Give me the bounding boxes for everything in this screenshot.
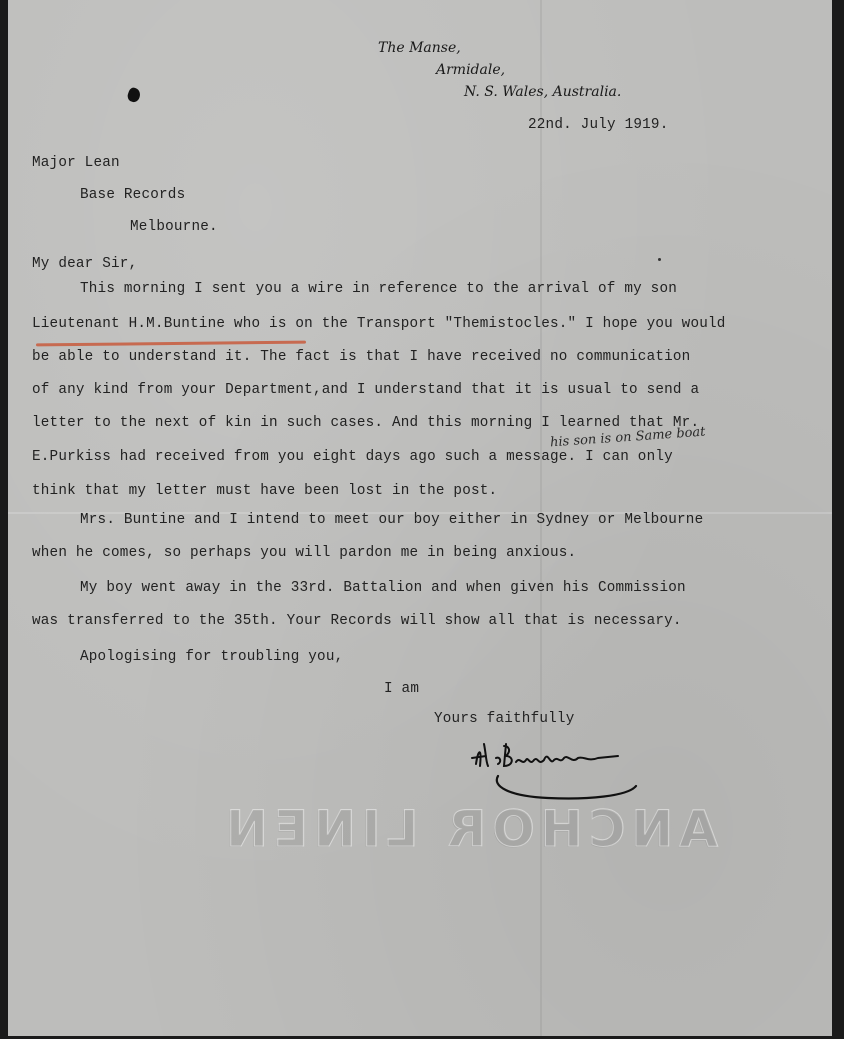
recipient-name: Major Lean: [32, 155, 120, 171]
body-line: Apologising for troubling you,: [80, 649, 344, 665]
letterhead-line-1: The Manse,: [378, 40, 461, 56]
red-pencil-underline: [36, 341, 306, 347]
body-line: Mrs. Buntine and I intend to meet our boy either in Sydney or Melbourne: [80, 512, 704, 528]
ink-blot: [126, 86, 142, 103]
letterhead-line-3: N. S. Wales, Australia.: [464, 84, 622, 100]
letter-date: 22nd. July 1919.: [528, 117, 669, 133]
body-line: My boy went away in the 33rd. Battalion and when given his Commission: [80, 580, 686, 596]
recipient-line-2: Base Records: [80, 187, 186, 203]
handwritten-insert: his son is on Same boat: [549, 424, 706, 451]
body-line: when he comes, so perhaps you will pardon me in being anxious.: [32, 545, 577, 561]
body-line: letter to the next of kin in such cases. And this morning I learned that Mr.: [32, 415, 700, 431]
body-line: was transferred to the 35th. Your Records will show all that is necessary.: [32, 613, 682, 629]
closing-line-2: Yours faithfully: [434, 711, 575, 727]
paper-watermark: ANCHOR LINEN: [220, 800, 718, 858]
recipient-line-3: Melbourne.: [130, 219, 218, 235]
body-line: E.Purkiss had received from you eight days ago such a message. I can only: [32, 449, 673, 465]
ink-dot: [658, 258, 661, 261]
letter-page: [8, 0, 832, 1036]
signature-image: [468, 736, 638, 806]
letterhead-line-2: Armidale,: [436, 62, 506, 78]
body-line: be able to understand it. The fact is that I have received no communication: [32, 349, 691, 365]
body-line: of any kind from your Department,and I understand that it is usual to send a: [32, 382, 700, 398]
salutation: My dear Sir,: [32, 256, 138, 272]
closing-line-1: I am: [384, 681, 420, 697]
body-line: think that my letter must have been lost in the post.: [32, 483, 498, 499]
body-line: Lieutenant H.M.Buntine who is on the Transport "Themistocles." I hope you would: [32, 316, 726, 332]
body-line: This morning I sent you a wire in reference to the arrival of my son: [80, 281, 678, 297]
